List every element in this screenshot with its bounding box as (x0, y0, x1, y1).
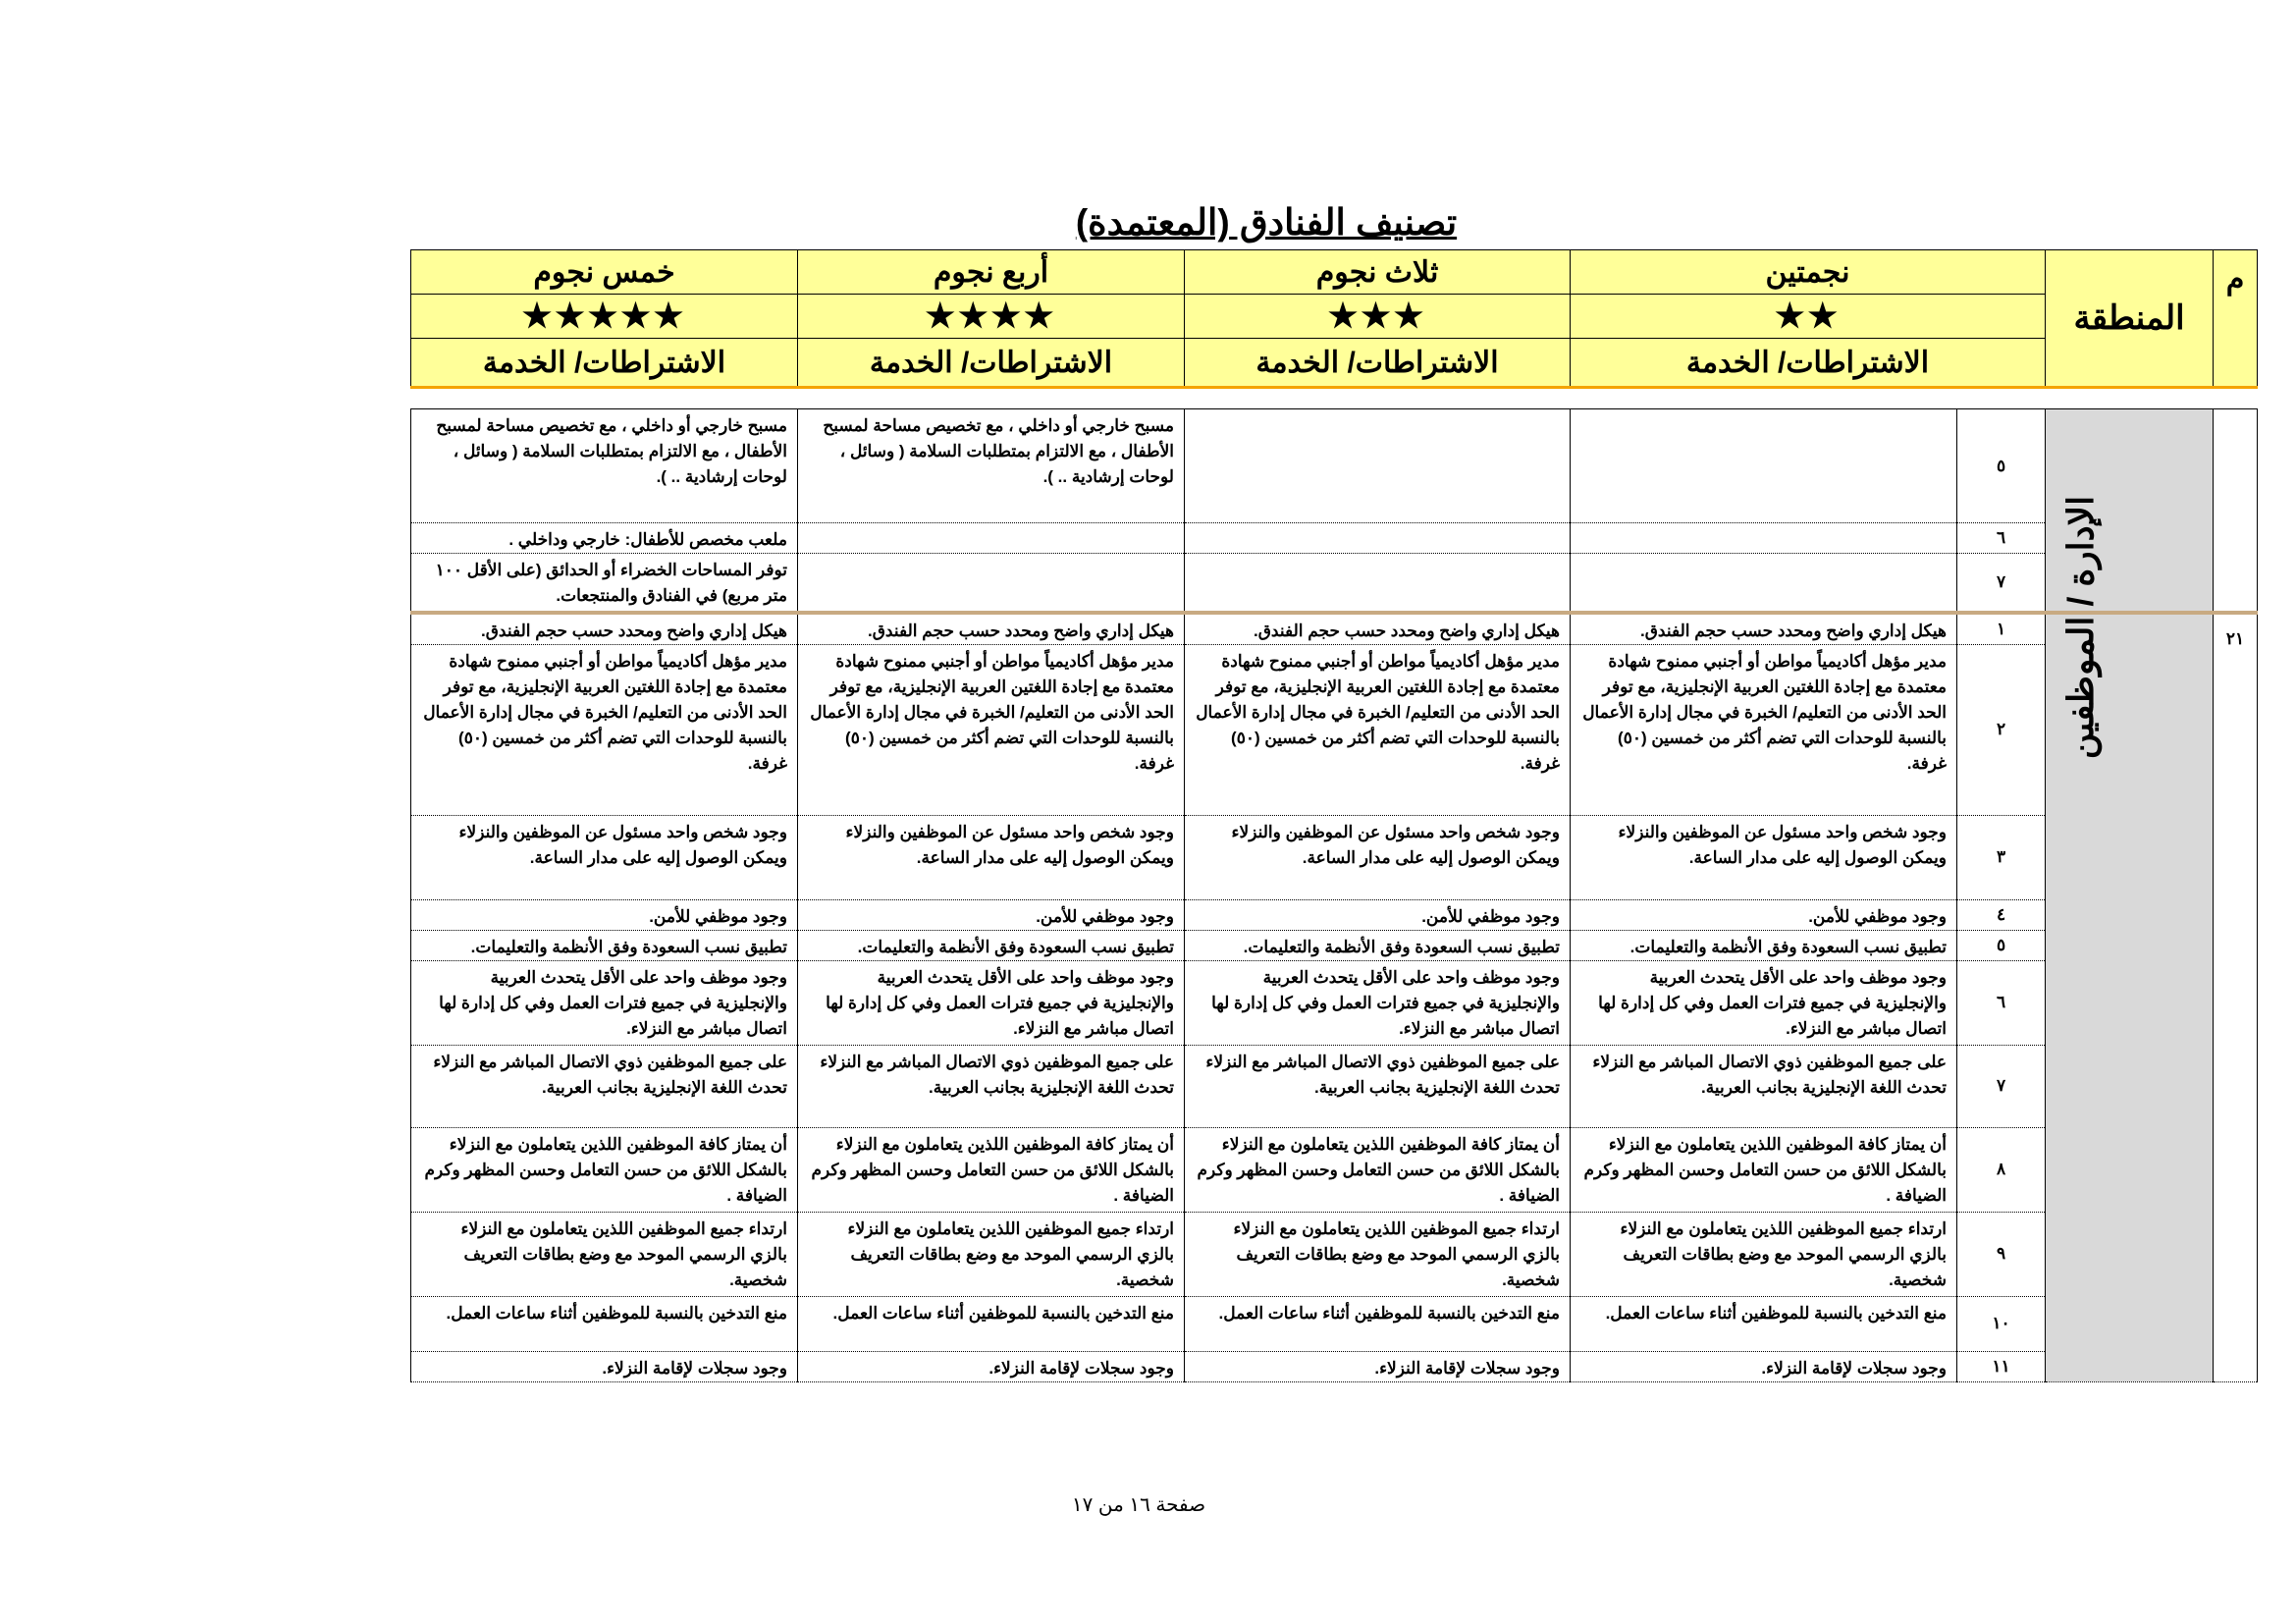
table-cell: وجود موظف واحد على الأقل يتحدث العربية والإنجليزية في جميع فترات العمل وفي كل إدارة لها اتصال مباشر مع النزلاء. (798, 960, 1185, 1045)
table-cell (798, 523, 1185, 554)
row-number: ١ (1957, 613, 2046, 645)
table-cell: ارتداء جميع الموظفين اللذين يتعاملون مع النزلاء بالزي الرسمي الموحد مع وضع بطاقات التعريف شخصية. (411, 1212, 798, 1296)
table-cell: وجود موظف واحد على الأقل يتحدث العربية والإنجليزية في جميع فترات العمل وفي كل إدارة لها اتصال مباشر مع النزلاء. (1571, 960, 1957, 1045)
row-number: ٥ (1957, 409, 2046, 523)
table-cell: على جميع الموظفين ذوي الاتصال المباشر مع النزلاء تحدث اللغة الإنجليزية بجانب العربية. (798, 1045, 1185, 1127)
table-cell: تطبيق نسب السعودة وفق الأنظمة والتعليمات. (1571, 930, 1957, 960)
table-cell: منع التدخين بالنسبة للموظفين أثناء ساعات العمل. (1185, 1296, 1571, 1351)
four-stars-icon: ★★★★ (798, 295, 1185, 339)
table-cell: على جميع الموظفين ذوي الاتصال المباشر مع النزلاء تحدث اللغة الإنجليزية بجانب العربية. (411, 1045, 798, 1127)
table-cell: أن يمتاز كافة الموظفين اللذين يتعاملون مع النزلاء بالشكل اللائق من حسن التعامل وحسن المظهر وكرم الضيافة . (411, 1127, 798, 1212)
row-number: ٦ (1957, 523, 2046, 554)
table-cell: هيكل إداري واضح ومحدد حسب حجم الفندق. (411, 613, 798, 645)
m-cell-prev (2214, 409, 2258, 613)
table-cell: وجود شخص واحد مسئول عن الموظفين والنزلاء ويمكن الوصول إليه على مدار الساعة. (1571, 815, 1957, 899)
table-cell (1185, 554, 1571, 613)
row-number: ٤ (1957, 899, 2046, 930)
table-cell (1185, 409, 1571, 523)
table-cell: وجود سجلات لإقامة النزلاء. (1185, 1351, 1571, 1381)
table-cell: تطبيق نسب السعودة وفق الأنظمة والتعليمات. (798, 930, 1185, 960)
classification-table (410, 249, 2258, 1382)
requirements-header: الاشتراطات/ الخدمة (1571, 339, 2046, 388)
table-cell: ارتداء جميع الموظفين اللذين يتعاملون مع النزلاء بالزي الرسمي الموحد مع وضع بطاقات التعريف شخصية. (1185, 1212, 1571, 1296)
table-cell: ارتداء جميع الموظفين اللذين يتعاملون مع النزلاء بالزي الرسمي الموحد مع وضع بطاقات التعريف شخصية. (1571, 1212, 1957, 1296)
table-cell: وجود سجلات لإقامة النزلاء. (411, 1351, 798, 1381)
row-number: ٣ (1957, 815, 2046, 899)
five-stars-icon: ★★★★★ (411, 295, 798, 339)
region-header: المنطقة (2046, 250, 2214, 388)
table-cell: وجود شخص واحد مسئول عن الموظفين والنزلاء ويمكن الوصول إليه على مدار الساعة. (1185, 815, 1571, 899)
table-cell: منع التدخين بالنسبة للموظفين أثناء ساعات العمل. (411, 1296, 798, 1351)
row-number: ١١ (1957, 1351, 2046, 1381)
table-cell: وجود موظف واحد على الأقل يتحدث العربية والإنجليزية في جميع فترات العمل وفي كل إدارة لها اتصال مباشر مع النزلاء. (411, 960, 798, 1045)
row-number: ٢ (1957, 644, 2046, 815)
table-cell: مدير مؤهل أكاديمياً مواطن أو أجنبي ممنوح شهادة معتمدة مع إجادة اللغتين العربية الإنجليزية، مع توفر الحد الأدنى من التعليم/ الخبرة في مجال إدارة الأعمال بالنسبة للوحدات التي تضم أكثر من خمسين (٥٠) غرفة. (411, 644, 798, 815)
m-header: م (2214, 250, 2258, 388)
table-cell (1571, 523, 1957, 554)
table-cell: هيكل إداري واضح ومحدد حسب حجم الفندق. (798, 613, 1185, 645)
table-cell: على جميع الموظفين ذوي الاتصال المباشر مع النزلاء تحدث اللغة الإنجليزية بجانب العربية. (1571, 1045, 1957, 1127)
row-number: ٧ (1957, 554, 2046, 613)
table-cell: تطبيق نسب السعودة وفق الأنظمة والتعليمات. (411, 930, 798, 960)
table-cell: وجود موظف واحد على الأقل يتحدث العربية والإنجليزية في جميع فترات العمل وفي كل إدارة لها اتصال مباشر مع النزلاء. (1185, 960, 1571, 1045)
table-cell: مدير مؤهل أكاديمياً مواطن أو أجنبي ممنوح شهادة معتمدة مع إجادة اللغتين العربية الإنجليزية، مع توفر الحد الأدنى من التعليم/ الخبرة في مجال إدارة الأعمال بالنسبة للوحدات التي تضم أكثر من خمسين (٥٠) غرفة. (1571, 644, 1957, 815)
page-number: صفحة ١٦ من ١٧ (1071, 1494, 1206, 1516)
table-cell: توفر المساحات الخضراء أو الحدائق (على الأقل ١٠٠ متر مربع) في الفنادق والمنتجعات. (411, 554, 798, 613)
table-cell: ملعب مخصص للأطفال: خارجي وداخلي . (411, 523, 798, 554)
region-label: الإدارة / الموظفين (2059, 495, 2101, 759)
table-cell: مسبح خارجي أو داخلي ، مع تخصيص مساحة لمسبح الأطفال ، مع الالتزام بمتطلبات السلامة ( وسائل ، لوحات إرشادية .. ). (411, 409, 798, 523)
column-title-three-stars: ثلاث نجوم (1185, 250, 1571, 295)
table-cell (1185, 523, 1571, 554)
table-cell (1571, 554, 1957, 613)
table-cell (798, 554, 1185, 613)
table-cell: وجود موظفي للأمن. (1571, 899, 1957, 930)
table-cell (1571, 409, 1957, 523)
table-cell: تطبيق نسب السعودة وفق الأنظمة والتعليمات. (1185, 930, 1571, 960)
row-number: ٥ (1957, 930, 2046, 960)
two-stars-icon: ★★ (1571, 295, 2046, 339)
column-title-four-stars: أربع نجوم (798, 250, 1185, 295)
table-cell: وجود شخص واحد مسئول عن الموظفين والنزلاء ويمكن الوصول إليه على مدار الساعة. (411, 815, 798, 899)
table-cell: وجود موظفي للأمن. (798, 899, 1185, 930)
row-number: ٨ (1957, 1127, 2046, 1212)
row-number: ٧ (1957, 1045, 2046, 1127)
table-cell: أن يمتاز كافة الموظفين اللذين يتعاملون مع النزلاء بالشكل اللائق من حسن التعامل وحسن المظهر وكرم الضيافة . (1185, 1127, 1571, 1212)
section-number: ٢١ (2214, 613, 2258, 1382)
table-cell: منع التدخين بالنسبة للموظفين أثناء ساعات العمل. (798, 1296, 1185, 1351)
three-stars-icon: ★★★ (1185, 295, 1571, 339)
requirements-header: الاشتراطات/ الخدمة (798, 339, 1185, 388)
row-number: ١٠ (1957, 1296, 2046, 1351)
row-number: ٩ (1957, 1212, 2046, 1296)
requirements-header: الاشتراطات/ الخدمة (411, 339, 798, 388)
table-cell: مسبح خارجي أو داخلي ، مع تخصيص مساحة لمسبح الأطفال ، مع الالتزام بمتطلبات السلامة ( وسائل ، لوحات إرشادية .. ). (798, 409, 1185, 523)
region-cell (2046, 495, 2214, 1382)
column-title-five-stars: خمس نجوم (411, 250, 798, 295)
table-cell: أن يمتاز كافة الموظفين اللذين يتعاملون مع النزلاء بالشكل اللائق من حسن التعامل وحسن المظهر وكرم الضيافة . (798, 1127, 1185, 1212)
table-cell: وجود سجلات لإقامة النزلاء. (1571, 1351, 1957, 1381)
table-cell: ارتداء جميع الموظفين اللذين يتعاملون مع النزلاء بالزي الرسمي الموحد مع وضع بطاقات التعريف شخصية. (798, 1212, 1185, 1296)
page-title: تصنيف الفنادق (المعتمدة) (1075, 202, 1458, 243)
table-cell: منع التدخين بالنسبة للموظفين أثناء ساعات العمل. (1571, 1296, 1957, 1351)
table-cell: وجود موظفي للأمن. (411, 899, 798, 930)
table-cell: مدير مؤهل أكاديمياً مواطن أو أجنبي ممنوح شهادة معتمدة مع إجادة اللغتين العربية الإنجليزية، مع توفر الحد الأدنى من التعليم/ الخبرة في مجال إدارة الأعمال بالنسبة للوحدات التي تضم أكثر من خمسين (٥٠) غرفة. (798, 644, 1185, 815)
table-cell: وجود شخص واحد مسئول عن الموظفين والنزلاء ويمكن الوصول إليه على مدار الساعة. (798, 815, 1185, 899)
table-cell: مدير مؤهل أكاديمياً مواطن أو أجنبي ممنوح شهادة معتمدة مع إجادة اللغتين العربية الإنجليزية، مع توفر الحد الأدنى من التعليم/ الخبرة في مجال إدارة الأعمال بالنسبة للوحدات التي تضم أكثر من خمسين (٥٠) غرفة. (1185, 644, 1571, 815)
table-cell: هيكل إداري واضح ومحدد حسب حجم الفندق. (1185, 613, 1571, 645)
column-title-two-stars: نجمتين (1571, 250, 2046, 295)
table-cell: هيكل إداري واضح ومحدد حسب حجم الفندق. (1571, 613, 1957, 645)
table-cell: وجود موظفي للأمن. (1185, 899, 1571, 930)
table-cell: على جميع الموظفين ذوي الاتصال المباشر مع النزلاء تحدث اللغة الإنجليزية بجانب العربية. (1185, 1045, 1571, 1127)
row-number: ٦ (1957, 960, 2046, 1045)
table-cell: وجود سجلات لإقامة النزلاء. (798, 1351, 1185, 1381)
requirements-header: الاشتراطات/ الخدمة (1185, 339, 1571, 388)
table-cell: أن يمتاز كافة الموظفين اللذين يتعاملون مع النزلاء بالشكل اللائق من حسن التعامل وحسن المظهر وكرم الضيافة . (1571, 1127, 1957, 1212)
